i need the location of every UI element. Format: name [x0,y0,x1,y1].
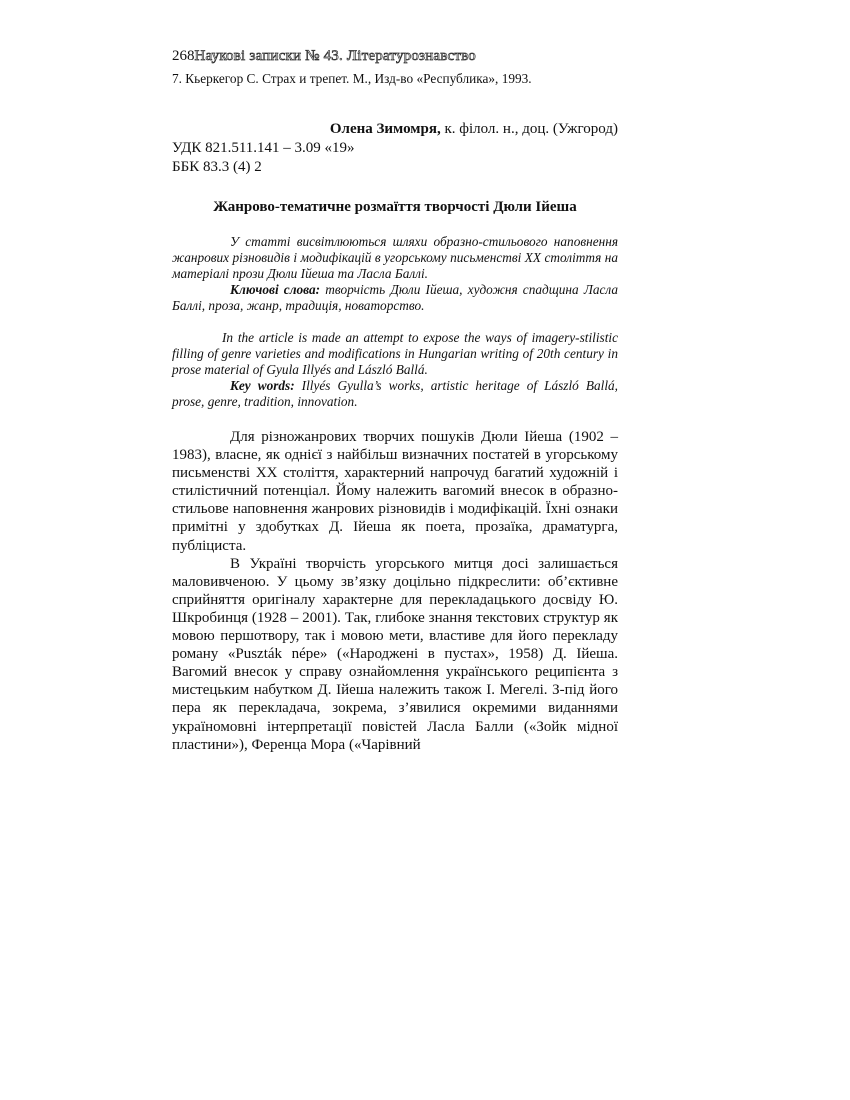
author-name: Олена Зимомря, [329,121,441,137]
running-header [172,46,618,66]
body-paragraph-2: В Україні творчість угорського митця досі залишається маловивченою. У цьому зв’язку доцільно підкреслити: об’єктивне сприйняття оригіналу характерне для перекладацького досвіду Ю. Шкробинця (1928 – 2001). Так, глибоке знання текстових структур як мовою першотвору, так і мовою мети, властиве для його перекладу роману «Puszták népe» («Народжені в пустах», 1958) Д. Ійеша. Вагомий внесок у справу ознайомлення українського реципієнта з мистецьким набутком Д. Ійеша належить також І. Мегелі. З-під його пера як перекладача, зокрема, з’явилися окремими виданнями україномовні інтерпретації повістей Ласла Балли («Зойк мідної пластини»), Ференца Мора («Чарівний [172,555,618,753]
author-details: к. філол. н., доц. (Ужгород) [440,121,618,137]
page [172,46,618,754]
body-paragraph-1: Для різножанрових творчих пошуків Дюли Ійеша (1902 – 1983), власне, як однієї з найбільш визначних постатей в угорському письменстві ХХ століття, характерний напрочуд багатий художній і стилістичний потенціал. Йому належить вагомий внесок в образно-стильове наповнення жанрових різновидів і модифікацій. Їхні ознаки примітні у здобутках Д. Ійеша як поета, прозаїка, драматурга, публіциста. [172,429,618,554]
udc-code: УДК 821.511.141 – 3.09 «19» [172,140,355,156]
keywords-label: Ключові слова: [230,282,321,297]
keywords-paragraph-en [172,378,618,410]
author-line [172,120,618,139]
abstract-text-en: In the article is made an attempt to expose the ways of imagery-stilistic filling of genre varieties and modifications in Hungarian writing of 20th century in prose material of Gyula Illyés and László Ballá. [172,330,618,377]
reference-item: 7. Кьеркегор С. Страх и трепет. М., Изд-во «Республика», 1993. [172,71,532,86]
keywords-paragraph [172,282,618,314]
article-title: Жанрово-тематичне розмаїття творчості Дюли Ійеша [213,199,577,215]
abstract-ukrainian [172,234,618,314]
keywords-text-en: Illyés Gyulla’s works, artistic heritage of László Ballá, prose, genre, tradition, innovation. [172,378,618,409]
journal-name: Наукові записки № 43. Літературознавство [194,48,476,64]
article-body [172,428,618,754]
page-number: 268 [172,48,195,64]
abstract-english [172,330,618,410]
keywords-label-en: Key words: [230,378,295,393]
bbk-code: ББК 83.3 (4) 2 [172,159,262,175]
abstract-text: У статті висвітлюються шляхи образно-стильового наповнення жанрових різновидів і модифікацій в угорському письменстві ХХ століття на матеріалі прози Дюли Ійеша та Ласла Баллі. [172,234,618,281]
keywords-text: творчість Дюли Ійеша, художня спадщина Ласла Баллі, проза, жанр, традиція, новаторство. [172,282,618,313]
